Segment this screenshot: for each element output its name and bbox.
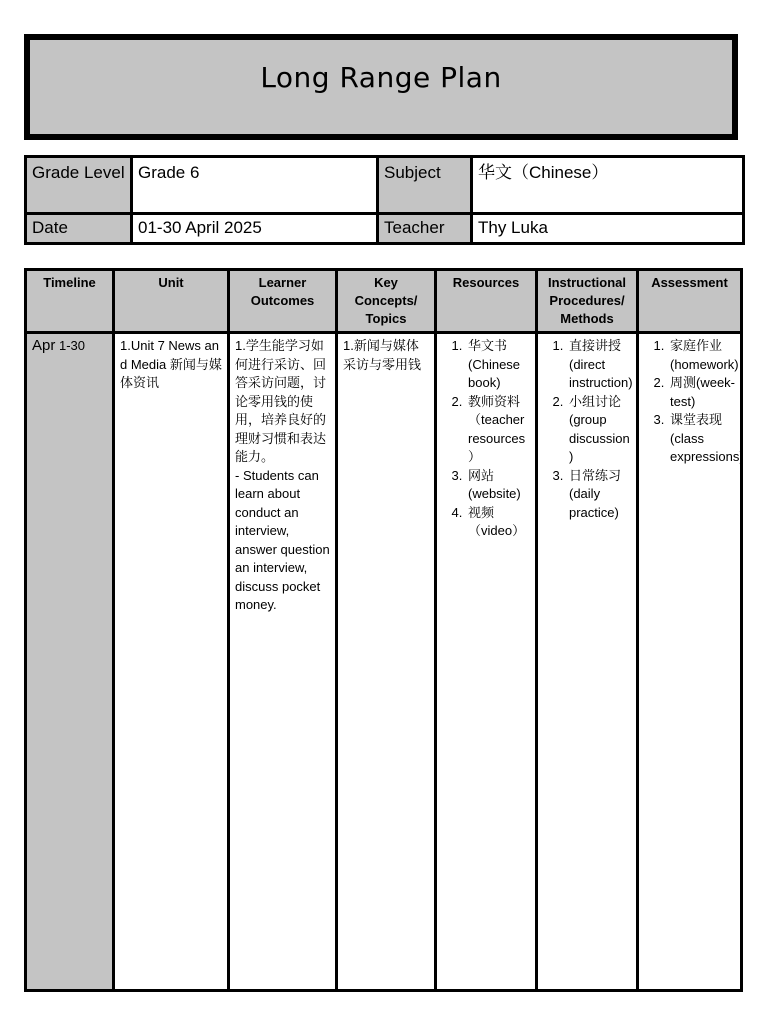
header-resources: Resources xyxy=(436,270,537,333)
date-label: Date xyxy=(26,214,132,244)
timeline-month: Apr xyxy=(32,337,56,354)
plan-row xyxy=(26,333,742,991)
header-timeline: Timeline xyxy=(26,270,114,333)
page-title: Long Range Plan xyxy=(260,60,502,94)
assessment-cell xyxy=(638,333,742,991)
header-key-concepts: Key Concepts/ Topics xyxy=(337,270,436,333)
methods-cell xyxy=(537,333,638,991)
grade-level-label: Grade Level xyxy=(26,157,132,214)
header-learner-outcomes: Learner Outcomes xyxy=(229,270,337,333)
outcomes-cell xyxy=(229,333,337,991)
assessment-item: 2. 周测(week-test) xyxy=(668,374,735,411)
teacher-value: Thy Luka xyxy=(472,214,744,244)
plan-table xyxy=(24,268,743,992)
resource-item: 1. 华文书 (Chinese book) xyxy=(466,337,530,393)
resources-list xyxy=(442,337,530,541)
subject-label: Subject xyxy=(378,157,472,214)
methods-list xyxy=(543,337,631,522)
date-value: 01-30 April 2025 xyxy=(132,214,378,244)
plan-header-row xyxy=(26,270,742,333)
header-methods: Instructional Procedures/ Methods xyxy=(537,270,638,333)
outcomes-chinese: 1.学生能学习如何进行采访、回答采访问题，讨论零用钱的使用，培养良好的理财习惯和表达能力。 xyxy=(235,338,327,464)
assessment-list xyxy=(644,337,744,467)
method-item: 3. 日常练习 (daily practice) xyxy=(567,467,631,523)
title-banner xyxy=(24,34,738,140)
resource-item: 4. 视频 （video） xyxy=(466,504,530,541)
assessment-item: 1. 家庭作业 (homework) xyxy=(668,337,735,374)
outcomes-english: - Students can learn about conduct an interview, answer question an interview, discuss pocket money. xyxy=(235,467,330,612)
header-assessment: Assessment xyxy=(638,270,742,333)
unit-cell: 1.Unit 7 News and Media 新闻与媒体资讯 xyxy=(114,333,229,991)
timeline-days: 1-30 xyxy=(58,338,85,353)
resource-item: 3. 网站 (website) xyxy=(466,467,530,504)
header-unit: Unit xyxy=(114,270,229,333)
timeline-cell xyxy=(26,333,114,991)
resources-cell xyxy=(436,333,537,991)
subject-value: 华文（Chinese） xyxy=(472,157,744,214)
resource-item: 2. 教师资料 （teacher resources ） xyxy=(466,393,530,467)
method-item: 2. 小组讨论 (group discussion ) xyxy=(567,393,631,467)
info-table xyxy=(24,155,745,245)
assessment-item: 3. 课堂表现 (class expressions) xyxy=(668,411,735,467)
grade-level-value: Grade 6 xyxy=(132,157,378,214)
teacher-label: Teacher xyxy=(378,214,472,244)
method-item: 1. 直接讲授 (direct instruction) xyxy=(567,337,631,393)
concepts-cell: 1.新闻与媒体采访与零用钱 xyxy=(337,333,436,991)
